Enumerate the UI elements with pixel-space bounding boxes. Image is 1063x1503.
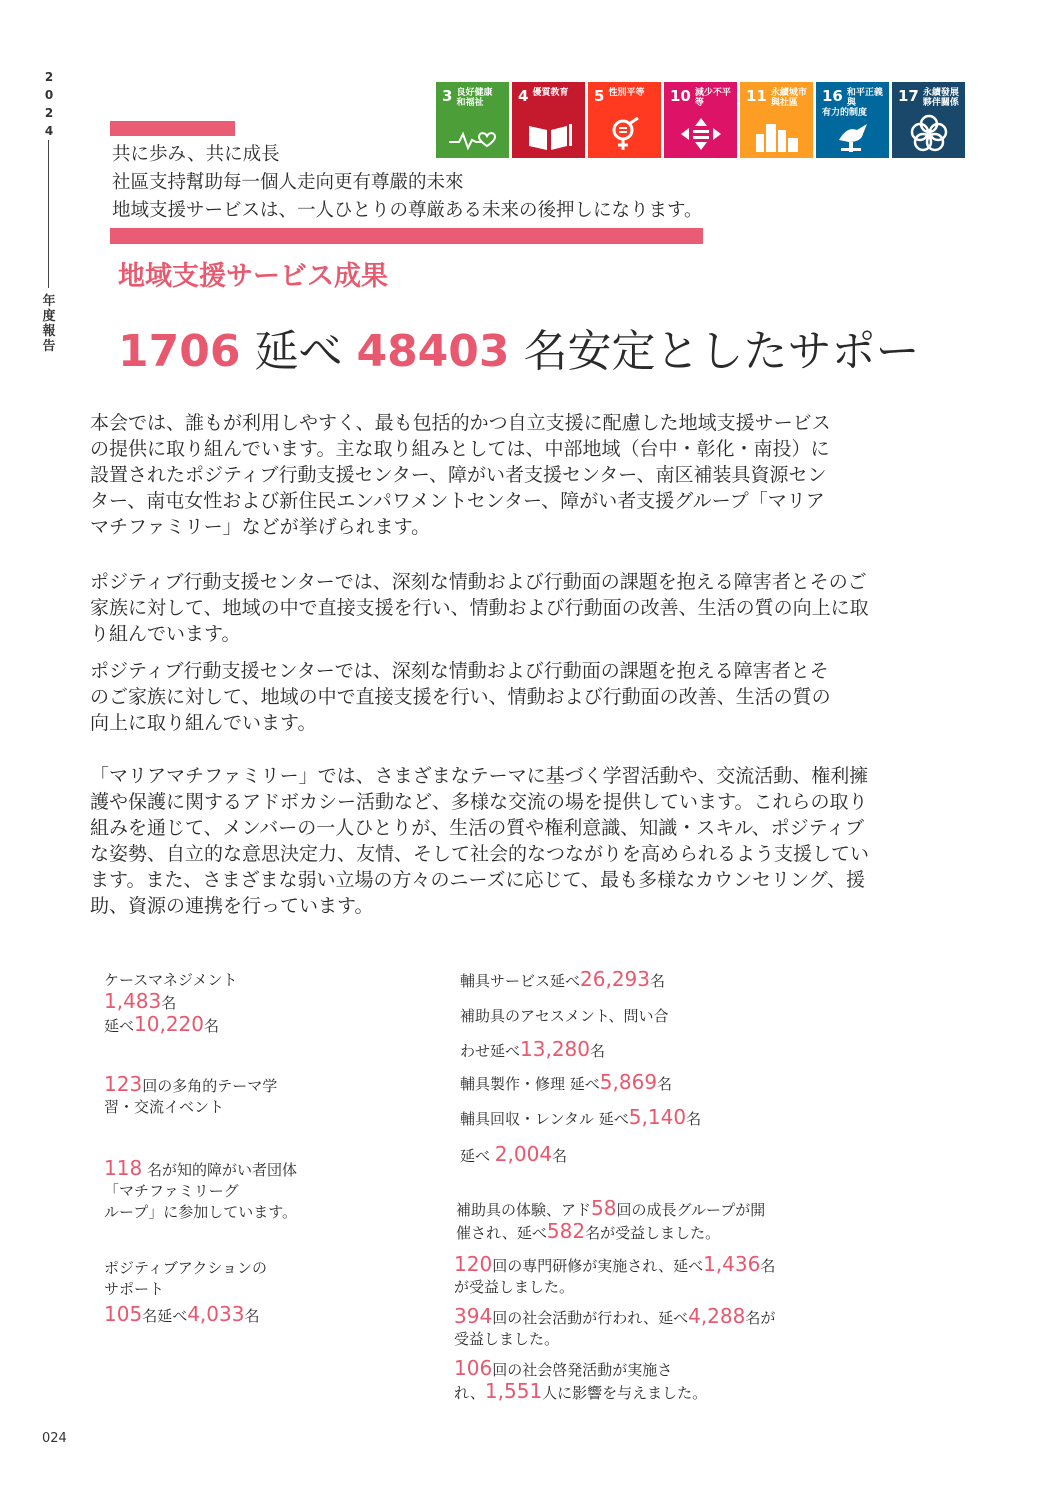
pbs-paragraph: ポジティブ行動支援センターでは、深刻な情動および行動面の課題を抱える障害者とそのご 家族に対して、地域の中で直接支援を行い、情動および行動面の改善、生活の質の向上に取 り組んでいます。: [90, 571, 869, 645]
sdg-10-inequality-icon: 10 減少不平等: [664, 82, 737, 158]
stat-training: 120回の専門研修が実施され、延べ1,436名 が受益しました。: [454, 1252, 776, 1296]
pbs-paragraph-repeat: ポジティブ行動支援センターでは、深刻な情動および行動面の課題を抱える障害者とそ のご家族に対して、地域の中で直接支援を行い、情動および行動面の改善、生活の質の 向上に取り組んでいます。: [90, 660, 831, 734]
stat-awareness: 106回の社会啓発活動が実施さ れ、1,551人に影響を与えました。: [454, 1356, 708, 1403]
stat-growth-group: 補助具の体験、アド58回の成長グループが開 催され、延べ582名が受益しました。: [456, 1196, 766, 1243]
sdg-5-gender-icon: 5 性別平等: [588, 82, 661, 158]
report-label-vertical: 年 度 報 告: [42, 294, 56, 354]
rail-divider: [48, 140, 49, 288]
stat-theme-events: 123回の多角的テーマ学 習・交流イベント: [104, 1072, 278, 1116]
stat-family-group: 118 名が知的障がい者団体 「マチファミリーグ ループ」に参加しています。: [104, 1156, 298, 1221]
family-paragraph: 「マリアマチファミリー」では、さまざまなテーマに基づく学習活動や、交流活動、権利擁 護や保護に関するアドボカシー活動など、多様な交流の場を提供しています。これらの取り 組みを通じて、メンバーの一人ひとりが、生活の質や権利意識、知識・スキル、ポジティブ な姿勢、自立的な意思決定力、友情、そして社会的なつながりを高められるよう支援してい ます。また、さまざまな弱い立場の方々のニーズに応じて、最も多様なカウンセリング、援 助、資源の連携を行っています。: [90, 765, 870, 917]
sdg-4-education-icon: 4 優質教育: [512, 82, 585, 158]
stat-assessment: 補助具のアセスメント、問い合 わせ延べ13,280名: [460, 1007, 669, 1061]
headline: 1706 延べ 48403 名安定としたサポー: [118, 326, 920, 377]
stat-case-management: ケースマネジメント 1,483名 延べ10,220名: [104, 971, 238, 1036]
report-year-vertical: 2 0 2 4: [44, 70, 54, 138]
stat-positive-action: ポジティブアクションの サポート 105名延べ4,033名: [104, 1259, 268, 1326]
section-title: 地域支援サービス成果: [118, 261, 388, 292]
accent-bar-bottom: [110, 228, 703, 244]
stat-social-activity: 394回の社会活動が行われ、延べ4,288名が 受益しました。: [454, 1304, 776, 1348]
sdg-11-cities-icon: 11 永續城市 與社區: [740, 82, 813, 158]
intro-paragraph: 本会では、誰もが利用しやすく、最も包括的かつ自立支援に配慮した地域支援サービス の提供に取り組んでいます。主な取り組みとしては、中部地域（台中・彰化・南投）に 設置されたポジティブ行動支援センター、障がい者支援センター、南区補装具資源セン ター、南屯女性および新住民エンパワメントセンター、障がい者支援グループ「マリア マチファミリー」などが挙げられます。: [90, 412, 831, 538]
dove-icon: [831, 120, 875, 152]
sdg-16-peace-icon: 16 和平正義與 有力的制度: [816, 82, 889, 158]
rings-icon: [908, 114, 950, 152]
sdg-3-health-icon: 3 良好健康 和福祉: [436, 82, 509, 158]
stat-repair: 輔具製作・修理 延べ5,869名: [460, 1070, 673, 1094]
accent-bar-top: [110, 121, 235, 136]
page-number: 024: [42, 1431, 67, 1446]
sdg-17-partnership-icon: 17 永續發展 夥伴關係: [892, 82, 965, 158]
stat-rental: 輔具回収・レンタル 延べ5,140名: [460, 1105, 702, 1129]
city-icon: [752, 120, 802, 152]
tagline: 共に歩み、共に成長 社區支持幫助每一個人走向更有尊嚴的未來 地域支援サービスは、一人ひとりの尊厳ある未来の後押しになります。: [112, 144, 703, 221]
stat-other-total: 延べ 2,004名: [460, 1142, 568, 1166]
stat-aids-service: 輔具サービス延べ26,293名: [460, 967, 666, 991]
